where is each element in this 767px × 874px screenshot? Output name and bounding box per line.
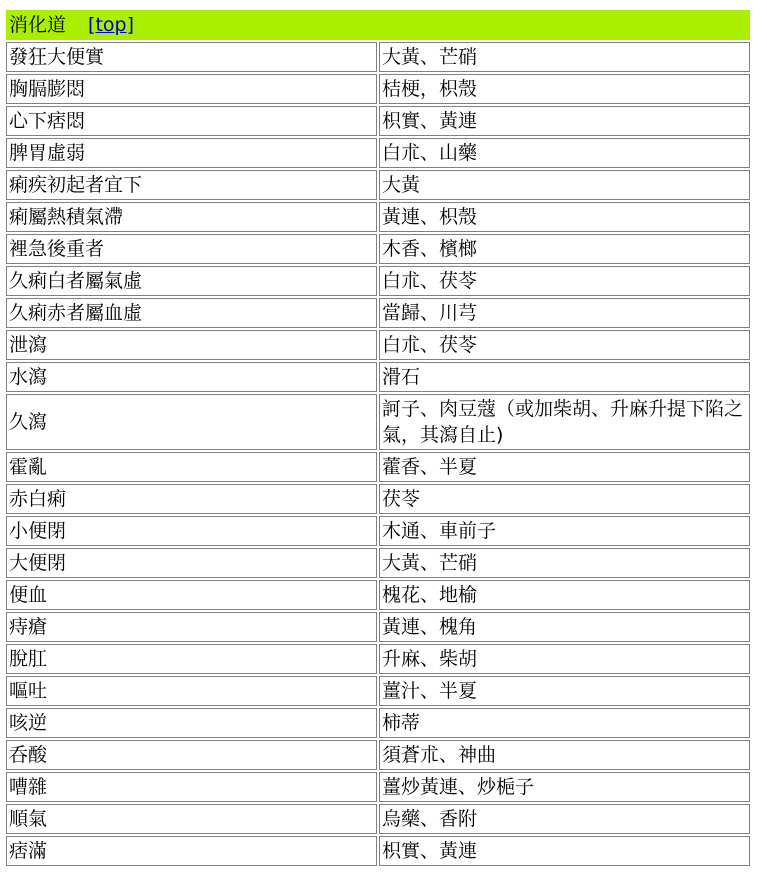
table-row: [6, 708, 750, 738]
remedy-cell: 須蒼朮、神曲: [379, 740, 750, 770]
symptom-cell: 大便閉: [6, 548, 377, 578]
symptom-cell: 久瀉: [6, 394, 377, 450]
top-bracket-close: ]: [126, 14, 134, 36]
symptom-cell: 小便閉: [6, 516, 377, 546]
symptom-cell: 久痢白者屬氣虛: [6, 266, 377, 296]
table-row: [6, 138, 750, 168]
symptom-cell: 久痢赤者屬血虛: [6, 298, 377, 328]
remedy-cell: 薑汁、半夏: [379, 676, 750, 706]
table-row: [6, 804, 750, 834]
table-row: [6, 612, 750, 642]
symptom-cell: 水瀉: [6, 362, 377, 392]
remedy-cell: 大黃、芒硝: [379, 42, 750, 72]
symptom-cell: 痞滿: [6, 836, 377, 866]
symptom-cell: 心下痞悶: [6, 106, 377, 136]
symptom-cell: 脾胃虛弱: [6, 138, 377, 168]
table-row: [6, 202, 750, 232]
table-row: [6, 836, 750, 866]
symptom-cell: 霍亂: [6, 452, 377, 482]
table-row: [6, 170, 750, 200]
symptom-cell: 便血: [6, 580, 377, 610]
table-row: [6, 362, 750, 392]
symptom-cell: 咳逆: [6, 708, 377, 738]
remedy-cell: 滑石: [379, 362, 750, 392]
table-row: [6, 516, 750, 546]
symptom-cell: 嘈雜: [6, 772, 377, 802]
remedy-cell: 木通、車前子: [379, 516, 750, 546]
symptom-cell: 痢屬熱積氣滯: [6, 202, 377, 232]
symptom-cell: 痔瘡: [6, 612, 377, 642]
table-row: [6, 740, 750, 770]
remedy-cell: 白朮、山藥: [379, 138, 750, 168]
symptom-cell: 脫肛: [6, 644, 377, 674]
remedy-cell: 白朮、茯苓: [379, 266, 750, 296]
table-row: [6, 484, 750, 514]
remedy-cell: 藿香、半夏: [379, 452, 750, 482]
remedy-cell: 升麻、柴胡: [379, 644, 750, 674]
remedy-cell: 黃連、槐角: [379, 612, 750, 642]
table-row: [6, 394, 750, 450]
symptom-cell: 嘔吐: [6, 676, 377, 706]
symptom-cell: 胸膈膨悶: [6, 74, 377, 104]
table-row: [6, 106, 750, 136]
remedy-cell: 木香、檳榔: [379, 234, 750, 264]
table-row: [6, 298, 750, 328]
table-row: [6, 644, 750, 674]
table-row: [6, 42, 750, 72]
remedy-cell: 當歸、川芎: [379, 298, 750, 328]
remedy-cell: 大黃、芒硝: [379, 548, 750, 578]
symptom-cell: 泄瀉: [6, 330, 377, 360]
top-bracket-open: [: [88, 14, 96, 36]
table-row: [6, 676, 750, 706]
table-row: [6, 74, 750, 104]
remedy-cell: 黃連、枳殼: [379, 202, 750, 232]
table-row: [6, 330, 750, 360]
symptom-cell: 赤白痢: [6, 484, 377, 514]
remedy-cell: 薑炒黃連、炒梔子: [379, 772, 750, 802]
table-row: [6, 266, 750, 296]
remedy-table: [4, 8, 752, 868]
table-row: [6, 580, 750, 610]
section-header-cell: [6, 10, 750, 40]
remedy-cell: 槐花、地榆: [379, 580, 750, 610]
symptom-cell: 發狂大便實: [6, 42, 377, 72]
table-row: [6, 548, 750, 578]
section-title: 消化道: [9, 14, 67, 36]
remedy-cell: 枳實、黃連: [379, 836, 750, 866]
remedy-cell: 白朮、茯苓: [379, 330, 750, 360]
remedy-cell: 訶子、肉豆蔻（或加柴胡、升麻升提下陷之氣，其瀉自止): [379, 394, 750, 450]
remedy-cell: 柿蒂: [379, 708, 750, 738]
remedy-cell: 大黃: [379, 170, 750, 200]
remedy-cell: 枳實、黃連: [379, 106, 750, 136]
table-row: [6, 234, 750, 264]
top-link[interactable]: top: [95, 14, 127, 36]
table-row: [6, 772, 750, 802]
symptom-cell: 呑酸: [6, 740, 377, 770]
remedy-cell: 茯苓: [379, 484, 750, 514]
remedy-cell: 烏藥、香附: [379, 804, 750, 834]
remedy-cell: 桔梗，枳殼: [379, 74, 750, 104]
symptom-cell: 裡急後重者: [6, 234, 377, 264]
symptom-cell: 順氣: [6, 804, 377, 834]
table-row: [6, 452, 750, 482]
symptom-cell: 痢疾初起者宜下: [6, 170, 377, 200]
section-header-row: [6, 10, 750, 40]
